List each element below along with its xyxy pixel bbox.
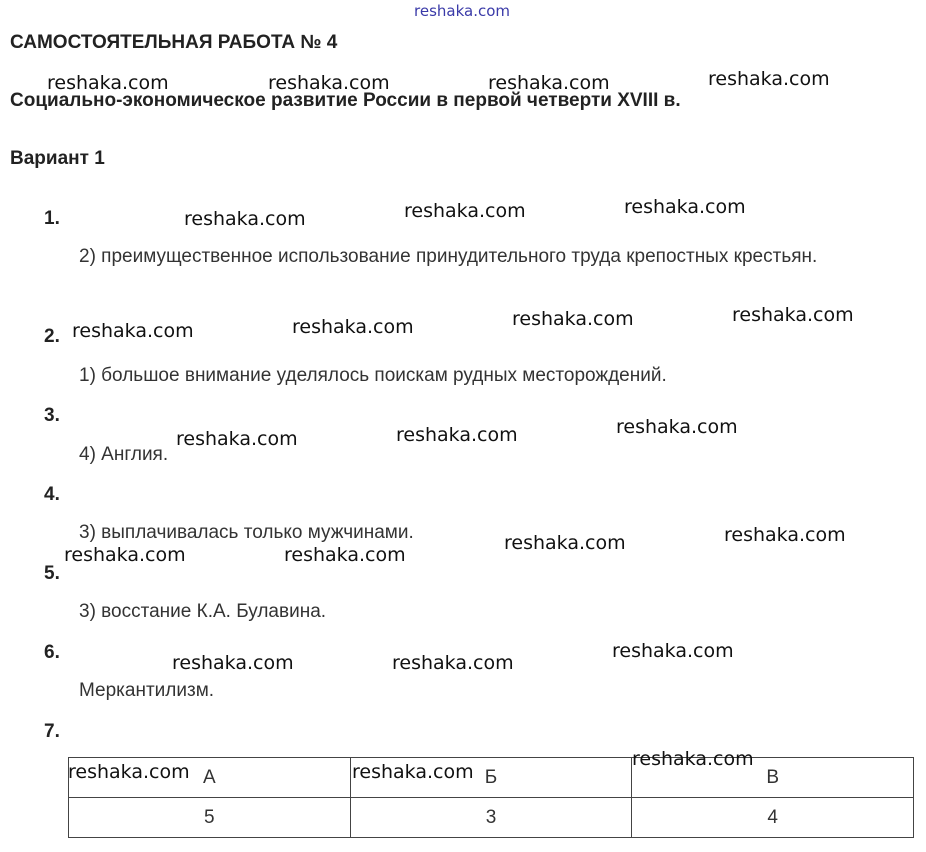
question-number-2: 2.: [44, 326, 60, 347]
question-number-6: 6.: [44, 642, 60, 663]
watermark: reshaka.com: [292, 316, 414, 338]
table-header-cell: Б: [350, 758, 632, 798]
table-header-row: [69, 758, 914, 798]
watermark: reshaka.com: [732, 304, 854, 326]
watermark: reshaka.com: [632, 748, 754, 770]
watermark: reshaka.com: [612, 640, 734, 662]
watermark: reshaka.com: [616, 416, 738, 438]
watermark: reshaka.com: [184, 208, 306, 230]
watermark: reshaka.com: [396, 424, 518, 446]
watermark: reshaka.com: [512, 308, 634, 330]
question-number-5: 5.: [44, 563, 60, 584]
variant-heading: Вариант 1: [10, 148, 105, 169]
question-number-3: 3.: [44, 405, 60, 426]
watermark: reshaka.com: [64, 544, 186, 566]
watermark: reshaka.com: [392, 652, 514, 674]
answer-table: [68, 757, 914, 838]
watermark: reshaka.com: [488, 72, 610, 94]
watermark: reshaka.com: [504, 532, 626, 554]
table-header-cell: В: [632, 758, 914, 798]
watermark: reshaka.com: [268, 72, 390, 94]
answer-6: Меркантилизм.: [79, 680, 215, 701]
watermark: reshaka.com: [724, 524, 846, 546]
table-header-cell: А: [69, 758, 351, 798]
watermark: reshaka.com: [624, 196, 746, 218]
table-cell: 5: [69, 798, 351, 838]
watermark: reshaka.com: [404, 200, 526, 222]
question-number-7: 7.: [44, 721, 60, 742]
answer-3: 4) Англия.: [79, 444, 169, 465]
question-number-1: 1.: [44, 208, 60, 229]
watermark: reshaka.com: [68, 761, 190, 783]
watermark: reshaka.com: [72, 320, 194, 342]
watermark: reshaka.com: [352, 761, 474, 783]
watermark: reshaka.com: [176, 428, 298, 450]
watermark: reshaka.com: [284, 544, 406, 566]
site-watermark-top: reshaka.com: [414, 2, 510, 20]
table-row: [69, 798, 914, 838]
watermark: reshaka.com: [47, 72, 169, 94]
watermark: reshaka.com: [172, 652, 294, 674]
question-number-4: 4.: [44, 484, 60, 505]
table-cell: 3: [350, 798, 632, 838]
watermark: reshaka.com: [708, 68, 830, 90]
answer-1: 2) преимущественное использование принудительного труда крепостных крестьян.: [79, 246, 818, 267]
table-cell: 4: [632, 798, 914, 838]
answer-5: 3) восстание К.А. Булавина.: [79, 601, 327, 622]
answer-2: 1) большое внимание уделялось поискам рудных месторождений.: [79, 365, 667, 386]
page-title: САМОСТОЯТЕЛЬНАЯ РАБОТА № 4: [10, 32, 338, 53]
page-subtitle: Социально-экономическое развитие России в первой четверти XVIII в.: [10, 90, 681, 111]
answer-4: 3) выплачивалась только мужчинами.: [79, 522, 414, 543]
